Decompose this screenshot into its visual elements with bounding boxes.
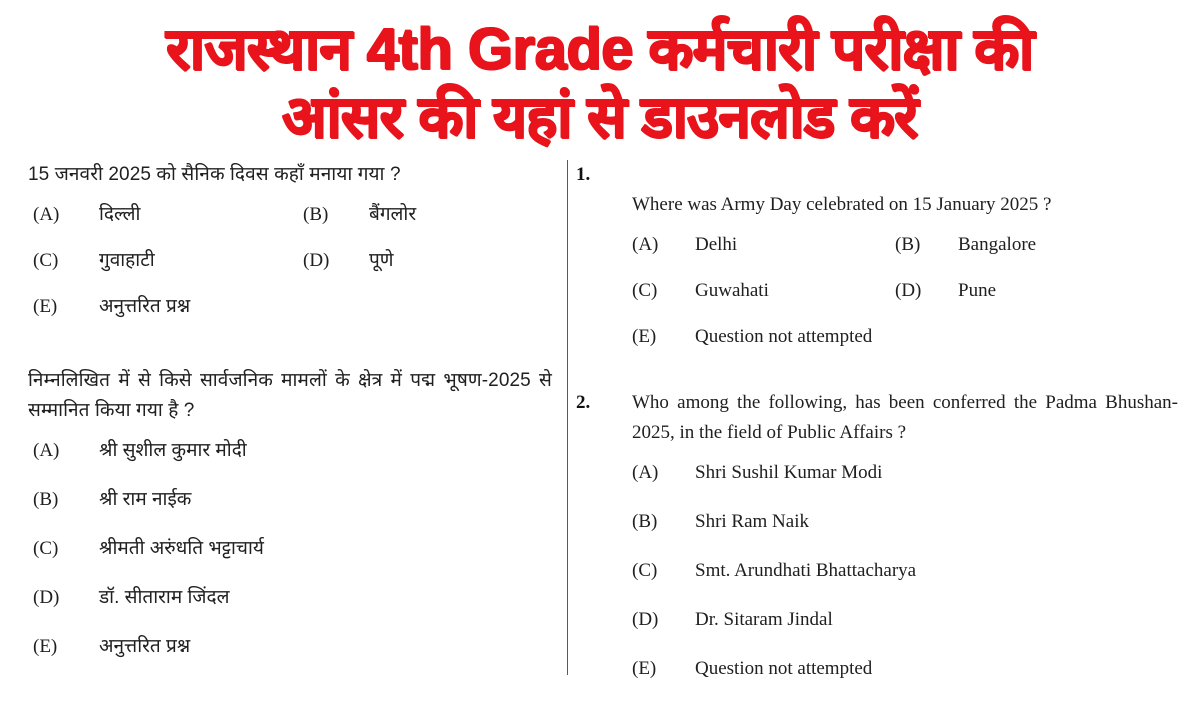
english-q2-option-c[interactable] <box>632 558 916 584</box>
option-row <box>568 607 1200 656</box>
option-label: (C) <box>33 538 59 559</box>
option-value: गुवाहाटी <box>99 250 155 271</box>
option-row <box>0 536 560 585</box>
hindi-q2-option-b[interactable] <box>33 487 191 513</box>
option-value: श्रीमती अरुंधति भट्टाचार्य <box>99 538 264 559</box>
hindi-question-column <box>0 160 560 683</box>
hindi-q2-option-d[interactable] <box>33 585 229 611</box>
hindi-q2-option-c[interactable] <box>33 536 264 562</box>
option-row <box>0 487 560 536</box>
option-label: (D) <box>895 280 922 301</box>
english-q2-option-b[interactable] <box>632 509 809 535</box>
option-label: (B) <box>895 234 921 255</box>
english-q2-option-d[interactable] <box>632 607 833 633</box>
option-label: (D) <box>632 609 659 630</box>
option-row <box>568 558 1200 607</box>
english-question-1-options <box>568 232 1200 370</box>
option-label: (B) <box>632 511 658 532</box>
option-value: Smt. Arundhati Bhattacharya <box>695 560 917 581</box>
option-value: श्री राम नाईक <box>99 489 192 510</box>
hindi-q2-option-e[interactable] <box>33 634 190 660</box>
option-value: Shri Ram Naik <box>695 511 809 532</box>
english-q1-option-e[interactable] <box>632 324 872 350</box>
option-value: Guwahati <box>695 280 769 301</box>
hindi-q1-option-d[interactable] <box>303 248 394 274</box>
english-q1-option-d[interactable] <box>895 278 996 304</box>
english-question-2-text: Who among the following, has been conferred the Padma Bhushan-2025, in the field of Public Affairs ? <box>632 392 1178 443</box>
headline-line-2: आंसर की यहां से डाउनलोड करें <box>282 85 918 150</box>
english-question-1 <box>568 160 1200 370</box>
hindi-question-1 <box>0 160 560 340</box>
option-row <box>568 460 1200 509</box>
hindi-q1-option-e[interactable] <box>33 294 190 320</box>
english-question-2-options <box>568 460 1200 705</box>
english-q2-option-e[interactable] <box>632 656 872 682</box>
option-value: Question not attempted <box>695 326 873 347</box>
option-value: Dr. Sitaram Jindal <box>695 609 833 630</box>
hindi-q1-option-a[interactable] <box>33 202 140 228</box>
hindi-question-2-options <box>0 438 560 683</box>
option-row <box>0 438 560 487</box>
english-question-2 <box>568 388 1200 705</box>
hindi-question-1-options <box>0 202 560 340</box>
option-value: अनुत्तरित प्रश्न <box>99 636 191 657</box>
option-value: अनुत्तरित प्रश्न <box>99 296 191 317</box>
option-value: श्री सुशील कुमार मोदी <box>99 440 247 461</box>
option-row <box>0 248 560 294</box>
english-question-1-text: Where was Army Day celebrated on 15 January 2025 ? <box>632 194 1052 215</box>
option-label: (E) <box>632 658 657 679</box>
hindi-q2-option-a[interactable] <box>33 438 247 464</box>
option-value: बैंगलोर <box>369 204 417 225</box>
option-label: (C) <box>632 280 658 301</box>
option-row <box>0 585 560 634</box>
english-question-2-number: 2. <box>576 392 591 413</box>
english-q1-option-c[interactable] <box>632 278 769 304</box>
option-value: Delhi <box>695 234 738 255</box>
option-value: दिल्ली <box>99 204 141 225</box>
option-value: Shri Sushil Kumar Modi <box>695 462 883 483</box>
hindi-question-2 <box>0 366 560 683</box>
option-value: पूणे <box>369 250 394 271</box>
english-q1-option-b[interactable] <box>895 232 1036 258</box>
english-question-column <box>568 160 1200 705</box>
option-row <box>568 656 1200 705</box>
option-label: (D) <box>303 250 330 271</box>
option-value: डॉ. सीताराम जिंदल <box>99 587 230 608</box>
option-label: (B) <box>303 204 329 225</box>
option-value: Pune <box>958 280 996 301</box>
hindi-q1-option-c[interactable] <box>33 248 155 274</box>
option-value: Question not attempted <box>695 658 873 679</box>
english-question-1-number: 1. <box>576 164 591 185</box>
option-value: Bangalore <box>958 234 1037 255</box>
hindi-question-2-text: निम्नलिखित में से किसे सार्वजनिक मामलों के क्षेत्र में पद्म भूषण-2025 से सम्मानित किया गया है ? <box>28 370 552 421</box>
option-row <box>568 324 1200 370</box>
option-label: (A) <box>632 234 659 255</box>
option-label: (E) <box>33 296 58 317</box>
english-q2-option-a[interactable] <box>632 460 882 486</box>
hindi-question-1-text: 15 जनवरी 2025 को सैनिक दिवस कहाँ मनाया गया ? <box>28 164 401 185</box>
english-q1-option-a[interactable] <box>632 232 737 258</box>
option-row <box>568 509 1200 558</box>
hindi-q1-option-b[interactable] <box>303 202 416 228</box>
option-label: (E) <box>33 636 58 657</box>
option-label: (C) <box>33 250 59 271</box>
headline-line-1: राजस्थान 4th Grade कर्मचारी परीक्षा की <box>166 17 1034 82</box>
option-row <box>0 294 560 340</box>
option-row <box>0 634 560 683</box>
option-label: (A) <box>33 440 60 461</box>
option-row <box>0 202 560 248</box>
option-label: (E) <box>632 326 657 347</box>
option-label: (A) <box>33 204 60 225</box>
option-label: (A) <box>632 462 659 483</box>
option-label: (B) <box>33 489 59 510</box>
option-row <box>568 232 1200 278</box>
headline-banner <box>0 0 1200 158</box>
option-label: (C) <box>632 560 658 581</box>
option-row <box>568 278 1200 324</box>
option-label: (D) <box>33 587 60 608</box>
